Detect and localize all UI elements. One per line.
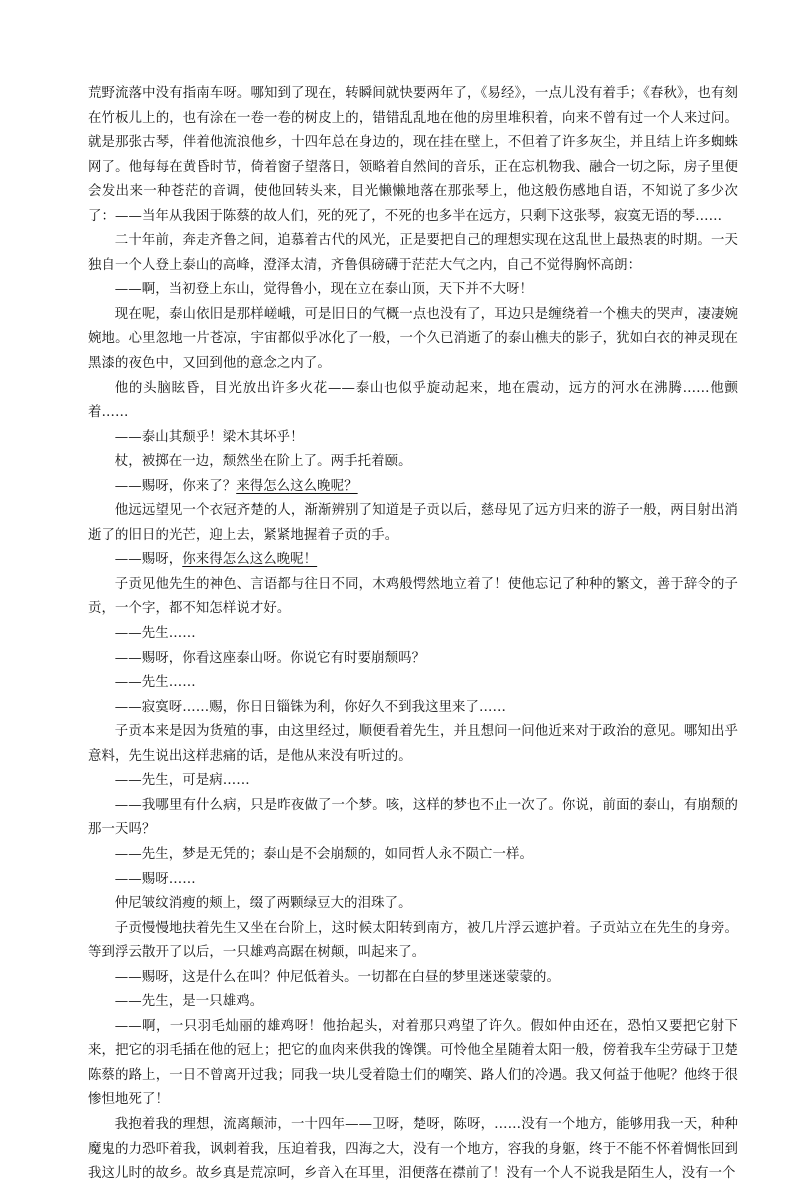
paragraph [88, 868, 738, 893]
text-run: 荒野流落中没有指南车呀。哪知到了现在，转瞬间就快要两年了，《易经》，一点儿没有着手；《春秋》，也有刻在竹板儿上的，也有涂在一卷一卷的树皮上的，错错乱乱地在他的房里堆积着，向来不曾有过一个人来过问。就是那张古琴，伴着他流浪他乡，十四年总在身边的，现在挂在壁上，不但着了许多灰尘，并且结上许多蜘蛛网了。他每每在黄昏时节，倚着窗子望落日，领略着自然间的音乐，正在忘机物我、融合一切之际，房子里便会发出来一种苍茫的音调，使他回转头来，目光懒懒地落在那张琴上，他这般伤感地自语，不知说了多少次了：——当年从我困于陈蔡的故人们，死的死了，不死的也多半在远方，只剩下这张琴，寂寞无语的琴…… [88, 86, 738, 224]
paragraph [88, 1015, 738, 1113]
body-text [88, 82, 738, 1187]
paragraph [88, 426, 738, 451]
paragraph [88, 647, 738, 672]
text-run: 子贡本来是因为货殖的事，由这里经过，顺便看着先生，并且想问一问他近来对于政治的意见。哪知出乎意料，先生说出这样悲痛的话，是他从来没有听过的。 [88, 724, 738, 764]
text-run: 他远远望见一个衣冠齐楚的人，渐渐辨别了知道是子贡以后，慈母见了远方归来的游子一般，两目射出消逝了的旧日的光芒，迎上去，紧紧地握着子贡的手。 [88, 503, 738, 543]
text-run: ——啊，当初登上东山，觉得鲁小，现在立在泰山顶，天下并不大呀！ [114, 282, 534, 298]
text-run: ——啊，一只羽毛灿丽的雄鸡呀！他抬起头，对着那只鸡望了许久。假如仲由还在，恐怕又要把它射下来，把它的羽毛插在他的冠上；把它的血肉来供我的馋馔。可怜他全星随着太阳一般，傍着我车尘劳碌于卫楚陈蔡的路上，一日不曾离开过我；同我一块儿受着隐士们的嘲笑、路人们的冷遇。我又何益于他呢？他终于很惨怛地死了！ [88, 1018, 738, 1108]
paragraph [88, 917, 738, 966]
text-run: ——先生，可是病…… [114, 773, 250, 789]
text-run: ——赐呀， [114, 552, 183, 568]
paragraph [88, 843, 738, 868]
paragraph [88, 794, 738, 843]
text-run: 他的头脑眩昏，目光放出许多火花——泰山也似乎旋动起来，地在震动，远方的河水在沸腾……他颤着…… [88, 380, 738, 421]
paragraph [88, 377, 738, 426]
paragraph [88, 769, 738, 794]
paragraph [88, 720, 738, 769]
paragraph [88, 229, 738, 278]
paragraph [88, 278, 738, 303]
text-run: 子贡见他先生的神色、言语都与往日不同，木鸡般愕然地立着了！使他忘记了种种的繁文，善于辞令的子贡，一个字，都不知怎样说才好。 [88, 576, 738, 617]
text-run: ——先生，梦是无凭的；泰山是不会崩颓的，如同哲人永不陨亡一样。 [114, 846, 534, 862]
text-run: ——赐呀，你看这座泰山呀。你说它有时要崩颓吗？ [114, 650, 426, 666]
paragraph [88, 82, 738, 229]
text-run: 现在呢，泰山依旧是那样嵯峨，可是旧日的气概一点也没有了，耳边只是缠绕着一个樵夫的哭声，凄凄婉婉地。心里忽地一片苍凉，宇宙都似乎冰化了一般，一个久已消逝了的泰山樵夫的影子，犹如白衣的神灵现在黑漆的夜色中，又回到他的意念之内了。 [88, 306, 738, 372]
text-run: 杖，被掷在一边，颓然坐在阶上了。两手托着颐。 [114, 454, 412, 470]
text-run: ——先生，是一只雄鸡。 [114, 994, 264, 1010]
paragraph [88, 499, 738, 548]
text-run: ——赐呀，这是什么在叫？仲尼低着头。一切都在白昼的梦里迷迷蒙蒙的。 [114, 969, 560, 985]
paragraph [88, 622, 738, 647]
text-run: ——赐呀…… [114, 871, 196, 887]
text-run: 二十年前，奔走齐鲁之间，追慕着古代的风光，正是要把自己的理想实现在这乱世上最热衷的时期。一天独自一个人登上泰山的高峰，澄泽太清，齐鲁俱磅礴于茫茫大气之内，自己不觉得胸怀高朗： [88, 233, 738, 273]
paragraph [88, 475, 738, 500]
text-run: ——泰山其颓乎！梁木其坏乎！ [114, 429, 304, 445]
paragraph [88, 892, 738, 917]
paragraph [88, 303, 738, 377]
paragraph [88, 696, 738, 721]
paragraph [88, 450, 738, 475]
text-run: 我抱着我的理想，流离颠沛，一十四年——卫呀，楚呀，陈呀，……没有一个地方，能够用我一天，种种魔鬼的力恐吓着我，讽刺着我，压迫着我，四海之大，没有一个地方，容我的身躯，终于不能不怀着惆怅回到我这儿时的故乡。故乡真是荒凉呵，乡音入在耳里，泪便落在襟前了！没有一个人不说我是陌生人，没有一个 [88, 1116, 738, 1182]
text-run: 子贡慢慢地扶着先生又坐在台阶上，这时候太阳转到南方，被几片浮云遮护着。子贡站立在先生的身旁。等到浮云散开了以后，一只雄鸡高踞在树颠，叫起来了。 [88, 920, 738, 961]
text-run: ——寂寞呀……赐，你日日锱铢为利，你好久不到我这里来了…… [114, 699, 507, 715]
paragraph [88, 990, 738, 1015]
text-run: ——我哪里有什么病，只是昨夜做了一个梦。咳，这样的梦也不止一次了。你说，前面的泰山，有崩颓的那一天吗？ [88, 797, 738, 838]
paragraph [88, 966, 738, 991]
text-run: ——先生…… [114, 675, 196, 691]
paragraph [88, 548, 738, 573]
text-run: 仲尼皱纹消瘦的颊上，缀了两颗绿豆大的泪珠了。 [114, 896, 412, 912]
paragraph [88, 573, 738, 622]
paragraph [88, 1113, 738, 1187]
text-run: ——赐呀，你来了？ [114, 478, 237, 494]
text-run: ——先生…… [114, 626, 196, 642]
paragraph [88, 671, 738, 696]
underlined-text: 你来得怎么这么晚呢！ [182, 552, 318, 568]
underlined-text: 来得怎么这么晚呢？ [236, 478, 358, 494]
